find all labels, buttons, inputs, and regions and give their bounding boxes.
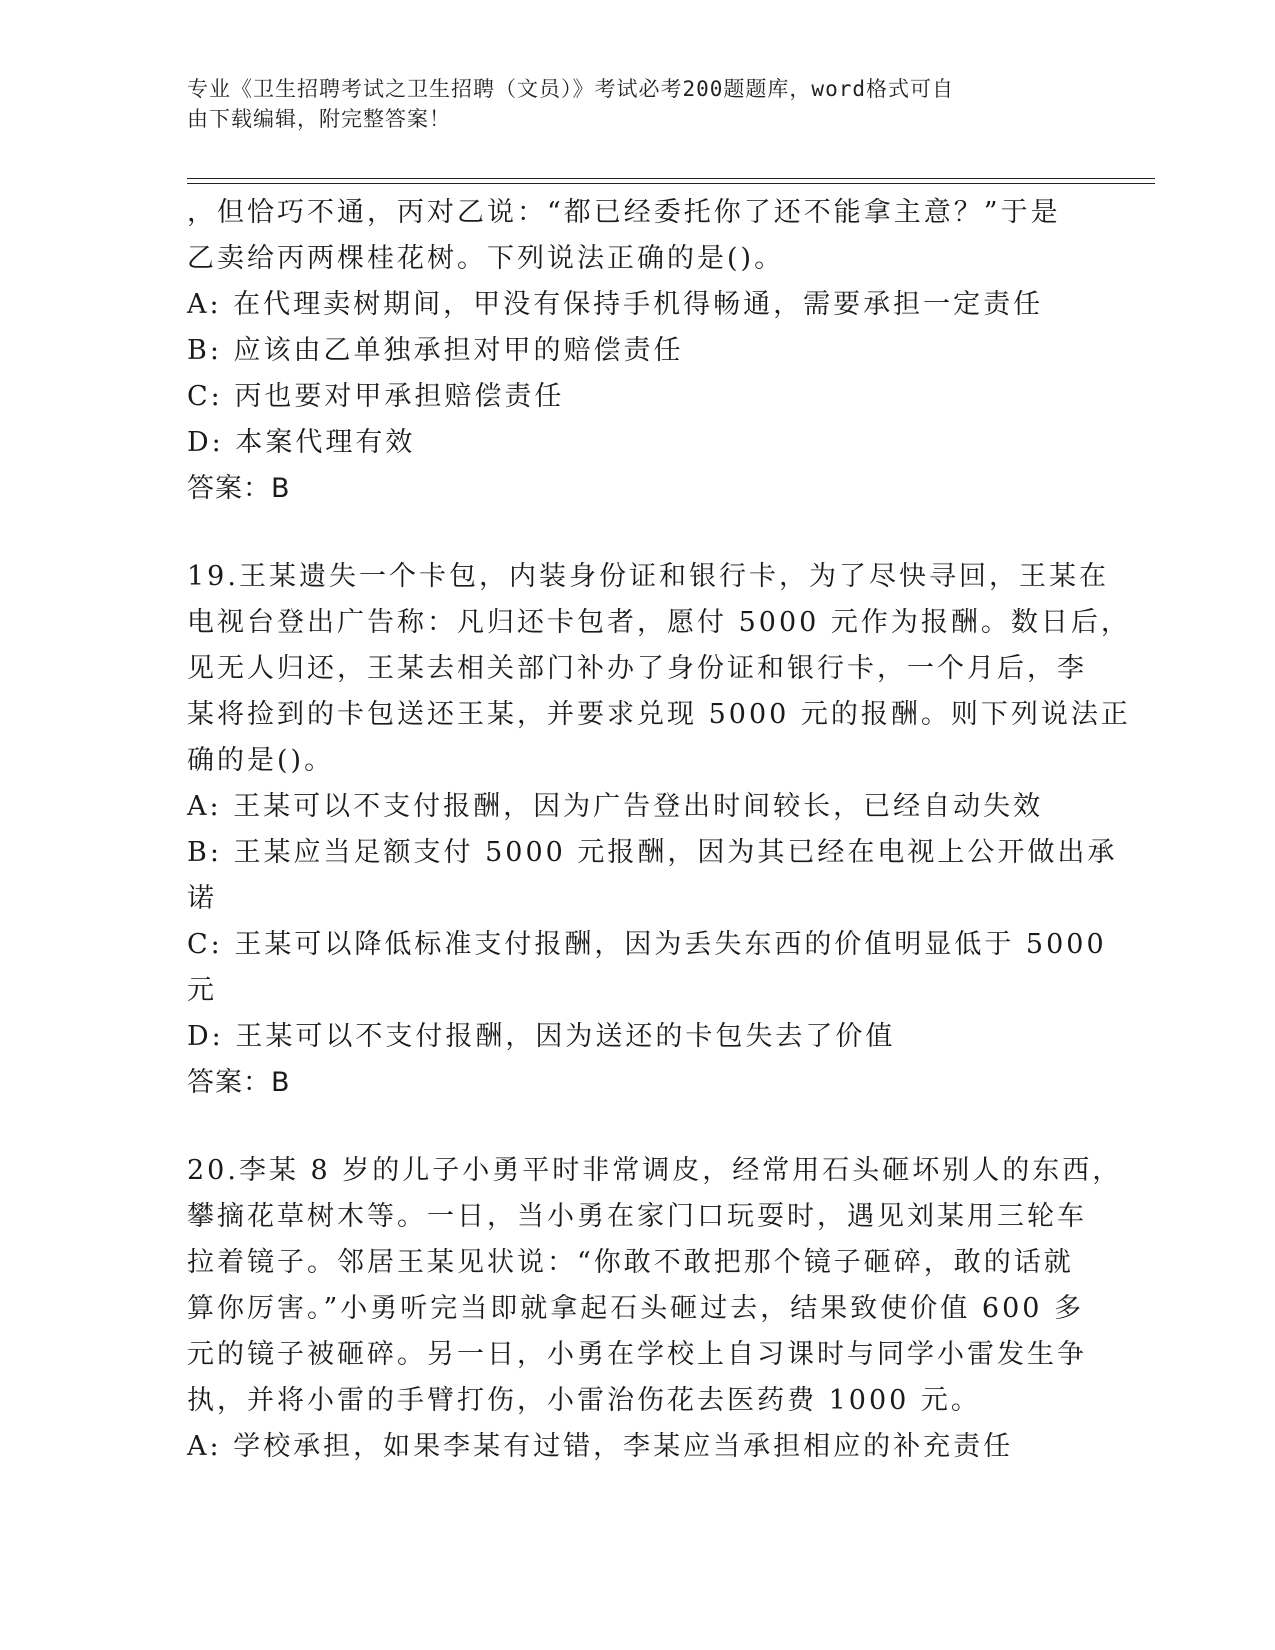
question-18-continuation (187, 190, 1077, 512)
header-divider-secondary (187, 183, 1155, 184)
question-20 (187, 1148, 1123, 1470)
question-19 (187, 554, 1131, 1106)
question-text-line: 拉着镜子。邻居王某见状说：“你敢不敢把那个镜子砸碎，敢的话就 (187, 1247, 1074, 1278)
question-text-line: 攀摘花草树木等。一日，当小勇在家门口玩耍时，遇见刘某用三轮车 (187, 1201, 1087, 1232)
header-title-line-1: 专业《卫生招聘考试之卫生招聘（文员）》考试必考200题题库，word格式可自 (187, 77, 954, 101)
header-title-line-2: 由下载编辑，附完整答案！ (187, 107, 451, 131)
question-text-line: 某将捡到的卡包送还王某，并要求兑现 5000 元的报酬。则下列说法正 (187, 699, 1131, 730)
question-text-line: 乙卖给丙两棵桂花树。下列说法正确的是()。 (187, 243, 785, 274)
option-c: C: 王某可以降低标准支付报酬，因为丢失东西的价值明显低于 5000 (187, 929, 1107, 960)
option-b: B: 应该由乙单独承担对甲的赔偿责任 (187, 335, 684, 366)
document-body (187, 190, 1131, 1470)
option-c: C: 丙也要对甲承担赔偿责任 (187, 381, 565, 412)
question-text-line: 20.李某 8 岁的儿子小勇平时非常调皮，经常用石头砸坏别人的东西， (187, 1155, 1123, 1186)
option-d: D: 王某可以不支付报酬，因为送还的卡包失去了价值 (187, 1021, 896, 1052)
question-text-line: ，但恰巧不通，丙对乙说：“都已经委托你了还不能拿主意？”于是 (187, 197, 1061, 228)
question-spacer (187, 512, 1077, 554)
answer-line: 答案：B (187, 473, 291, 504)
header-divider (187, 178, 1155, 179)
option-b-continuation: 诺 (187, 883, 217, 914)
option-a: A: 在代理卖树期间，甲没有保持手机得畅通，需要承担一定责任 (187, 289, 1044, 320)
question-text-line: 算你厉害。”小勇听完当即就拿起石头砸过去，结果致使价值 600 多 (187, 1293, 1085, 1324)
question-text-line: 执，并将小雷的手臂打伤，小雷治伤花去医药费 1000 元。 (187, 1385, 981, 1416)
answer-line: 答案：B (187, 1067, 291, 1098)
question-text-line: 19.王某遗失一个卡包，内装身份证和银行卡，为了尽快寻回，王某在 (187, 561, 1109, 592)
option-b: B: 王某应当足额支付 5000 元报酬，因为其已经在电视上公开做出承 (187, 837, 1118, 868)
option-a: A: 学校承担，如果李某有过错，李某应当承担相应的补充责任 (187, 1431, 1014, 1462)
question-text-line: 见无人归还，王某去相关部门补办了身份证和银行卡，一个月后，李 (187, 653, 1087, 684)
question-spacer (187, 1106, 1077, 1148)
question-text-line: 元的镜子被砸碎。另一日，小勇在学校上自习课时与同学小雷发生争 (187, 1339, 1087, 1370)
document-header (187, 74, 1067, 134)
option-c-continuation: 元 (187, 975, 217, 1006)
option-a: A: 王某可以不支付报酬，因为广告登出时间较长，已经自动失效 (187, 791, 1044, 822)
option-d: D: 本案代理有效 (187, 427, 416, 458)
question-text-line: 电视台登出广告称：凡归还卡包者，愿付 5000 元作为报酬。数日后， (187, 607, 1131, 638)
question-text-line: 确的是()。 (187, 745, 335, 776)
